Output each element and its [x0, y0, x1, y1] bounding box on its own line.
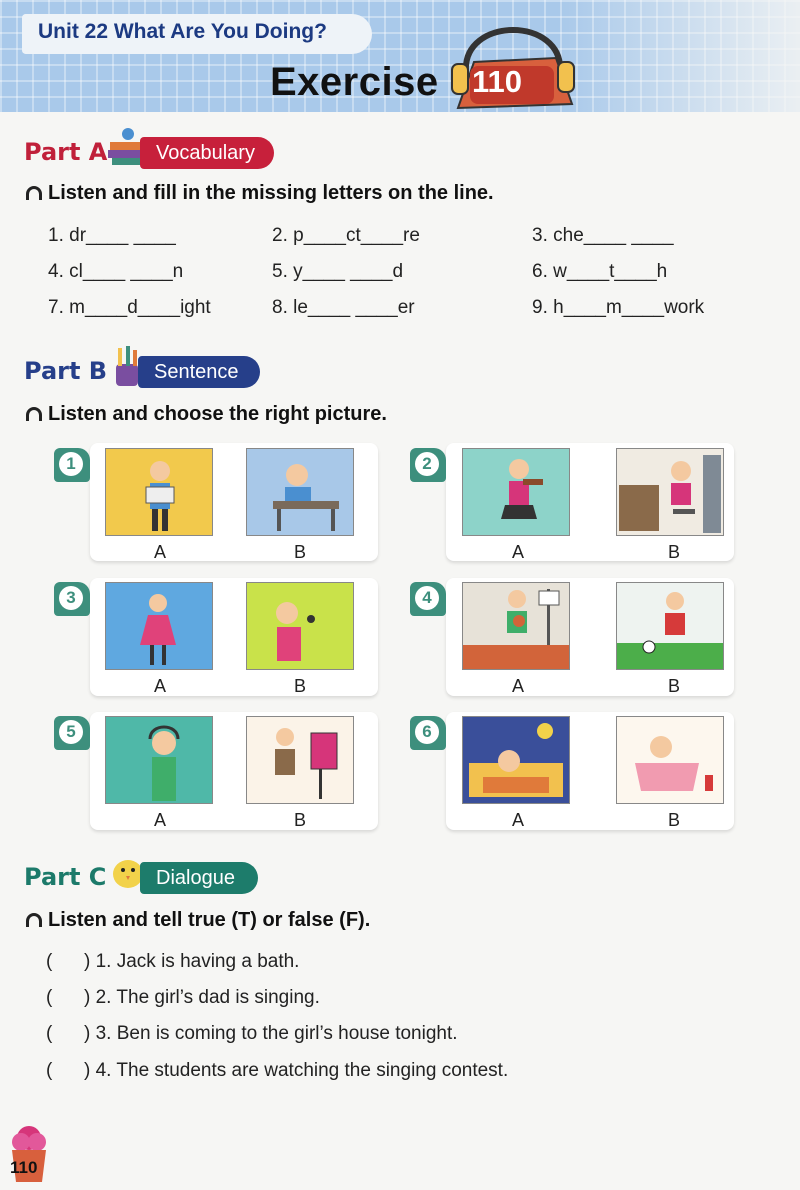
picture-listening-music[interactable] — [105, 716, 213, 804]
unit-title: Unit 22 What Are You Doing? — [38, 20, 327, 43]
vocab-item: 4. cl____ ____n — [48, 261, 184, 282]
vocab-item: 1. dr____ ____ — [48, 225, 176, 246]
tf-item: ( ) 2. The girl’s dad is singing. — [46, 987, 320, 1008]
vocab-item: 7. m____d____ight — [48, 297, 211, 318]
answer-blank[interactable]: ( ) — [46, 1060, 91, 1081]
option-a-label: A — [512, 542, 525, 562]
option-b-label: B — [294, 676, 307, 696]
vocab-item: 6. w____t____h — [532, 261, 668, 282]
question-6-number: 6 — [410, 716, 446, 750]
picture-playing-violin[interactable] — [462, 448, 570, 536]
part-c-tag: Dialogue — [140, 862, 258, 894]
question-5-number: 5 — [54, 716, 90, 750]
option-b-label: B — [668, 810, 681, 830]
tf-item: ( ) 3. Ben is coming to the girl’s house tonight. — [46, 1023, 458, 1044]
picture-playing-football[interactable] — [616, 582, 724, 670]
picture-sleeping-at-desk[interactable] — [246, 448, 354, 536]
option-a-label: A — [512, 810, 525, 830]
question-4-number: 4 — [410, 582, 446, 616]
option-a-label: A — [154, 542, 167, 562]
answer-blank[interactable]: ( ) — [46, 1023, 91, 1044]
vocab-item: 8. le____ ____er — [272, 297, 415, 318]
option-a-label: A — [512, 676, 525, 696]
question-3-number: 3 — [54, 582, 90, 616]
vocab-item: 9. h____m____work — [532, 297, 705, 318]
picture-reading-book[interactable] — [105, 448, 213, 536]
picture-painting[interactable] — [246, 716, 354, 804]
tf-item: ( ) 4. The students are watching the singing contest. — [46, 1060, 509, 1081]
option-a-label: A — [154, 676, 167, 696]
part-b-instruction: Listen and choose the right picture. — [26, 403, 387, 426]
part-b-tag: Sentence — [138, 356, 260, 388]
option-b-label: B — [294, 542, 307, 562]
part-a-tag: Vocabulary — [140, 137, 274, 169]
question-2-number: 2 — [410, 448, 446, 482]
picture-playing-basketball[interactable] — [462, 582, 570, 670]
exercise-title: Exercise — [270, 60, 439, 104]
part-c-label: Part C — [24, 863, 107, 891]
vocab-item: 2. p____ct____re — [272, 225, 420, 246]
option-b-label: B — [668, 542, 681, 562]
headphone-icon — [26, 186, 42, 200]
answer-blank[interactable]: ( ) — [46, 987, 91, 1008]
answer-blank[interactable]: ( ) — [46, 951, 91, 972]
option-b-label: B — [294, 810, 307, 830]
headphone-icon — [26, 407, 42, 421]
option-a-label: A — [154, 810, 167, 830]
exercise-number: 110 — [472, 64, 523, 99]
question-1-number: 1 — [54, 448, 90, 482]
picture-singing[interactable] — [246, 582, 354, 670]
picture-dancing[interactable] — [105, 582, 213, 670]
tf-item: ( ) 1. Jack is having a bath. — [46, 951, 300, 972]
headphone-badge-icon — [448, 6, 578, 118]
picture-having-bath[interactable] — [616, 716, 724, 804]
picture-sleeping-bed[interactable] — [462, 716, 570, 804]
headphone-icon — [26, 913, 42, 927]
vocab-item: 5. y____ ____d — [272, 261, 404, 282]
vocab-item: 3. che____ ____ — [532, 225, 674, 246]
part-a-instruction: Listen and fill in the missing letters on the line. — [26, 182, 494, 205]
picture-playing-piano[interactable] — [616, 448, 724, 536]
part-a-label: Part A — [24, 138, 108, 166]
part-c-instruction: Listen and tell true (T) or false (F). — [26, 909, 370, 932]
option-b-label: B — [668, 676, 681, 696]
page-number: 110 — [10, 1158, 38, 1177]
part-b-label: Part B — [24, 357, 108, 385]
